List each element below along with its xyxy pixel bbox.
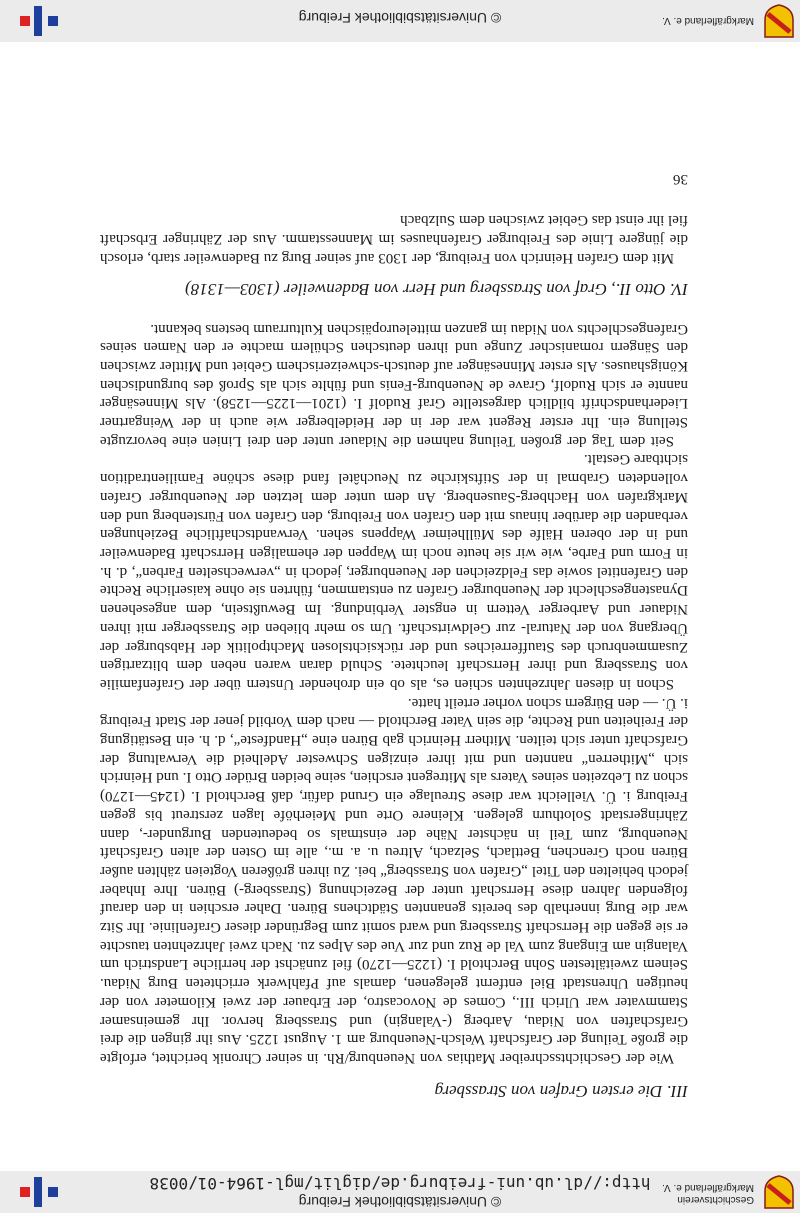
- permalink-url[interactable]: http://dl.ub.uni-freiburg.de/diglit/mgl-1964-01/0038: [149, 1174, 651, 1193]
- section-heading-2: IV. Otto II., Graf von Strassberg und Herr von Badenweiler (1303—1318): [185, 279, 688, 299]
- paragraph-2: Schon in diesen Jahrzehnten schien es, als ob ein drohender Unstern über der Grafenfamilie von Strassberg und ihrer Herrschaft leuchtete. Schuld daran waren neben dem blitzartigen Zusammenbruch des Staufferreiches und der rücksichtslosen Machtpolitik der Habsburger der Übergang von der Natural- zur Geldwirtschaft. Um so mehr blieben die Strassberger mit ihren Nidauer und Aarberger Vettern in engster Verbindung. Im Bewußtsein, dem angesehenen Dynastengeschlecht der Neuenburger Grafen zu entstammen, führten sie ohne kaiserliche Rechte den Grafentitel sowie das Feldzeichen der Neuenburger, jedoch in „verwechselten Farben“, d. h. in Form und Farbe, wie wir sie heute noch im Wappen der ehemaligen Herrschaft Badenweiler und in der oberen Hälfe des Müllheimer Wappens sehen. Verwandtschaftliche Beziehungen verbanden die darüber hinaus mit den Grafen von Freiburg, den Grafen von Fürstenberg und den Markgrafen von Hachberg-Sausenberg. An dem unter dem letzten der Neuenburger Grafen vollendeten Grabmal in der Stiftskirche zu Neuchâtel fand diese schöne Familientradition sichtbare Gestalt.: [100, 451, 688, 692]
- society-name-line1: Geschichtsverein: [677, 1194, 754, 1205]
- paragraph-1: Wie der Geschichtsschreiber Mathias von Neuenburg/Rh. in seiner Chronik berichtet, erfolgte die große Teilung der Grafschaft Welsch-Neuenburg am 1. August 1225. Aus ihr gingen die drei Grafschaften von Nidau, Aarberg (-Valangin) und Strassberg hervor. Ihr gemeinsamer Stammvater war Ulrich III., Comes de Novocastro, der Erbauer der zwei Kilometer von der heutigen Uhrenstadt Biel entfernt gelegenen, damals auf Pfahlwerk errichteten Burg Nidau. Seinem zweitältesten Sohn Berchtold I. (1225—1270) fiel zunächst der herrliche Landstrich um Valangin am Eingang zum Val de Ruz und zur Vue des Alpes zu. Nach zwei Jahrzehnten tauschte er sie gegen die Herrschaft Strassberg und ward somit zum Begründer dieser Grafenlinie. Ihr Sitz war die Burg innerhalb des bereits genannten Städtchens Büren. Daher erschien in den darauf folgenden Jahren diese Herrschaft unter der Bezeichnung (Strassberg-) Büren. Ihre Inhaber jedoch behielten den Titel „Grafen von Strassberg“ bei. Zu ihren größeren Vogteien zählten außer Büren noch Grenchen, Bettlach, Selzach, Altreu u. a. m., alle im Osten der alten Grafschaft Neuenburg, zum Teil in nächster Nähe der einstmals so bedeutenden Burgunder-, dann Zähringerstadt Solothurn gelegen. Kleinere Orte und Meierhöfe lagen zerstreut bis gegen Freiburg i. Ü. Vielleicht war diese Streulage ein Grund dafür, daß Berchtold I. (1245—1270) schon zu Lebzeiten seines Vaters als Mitregent erschien, seine beiden Brüder Otto I. und Heinrich sich „Mitherren“ nannten und mit ihrer einzigen Schwester Adelheid die Verwaltung der Grafschaft unter sich teilten. Mitherr Heinrich gab Büren eine „Handfeste“, d. h. ein Bestätigung der Freiheiten und Rechte, die sein Vater Berchtold — nach dem Vorbild jener der Stadt Freiburg i. Ü. — den Bürgern schon vorher erteilt hatte.: [100, 694, 688, 1066]
- paragraph-3: Seit dem Tag der großen Teilung nahmen die Nidauer unter den drei Linien eine bevorzugte Stellung ein. Ihr erster Regent war der in der Heidelberger wie auch in der Weingartner Liederhandschrift bildlich dargestellte Graf Rudolf I. (1201—1225—1258). Als Minnesänger nannte er sich Rudolf, Grave de Neuenburg-Fenis und fühlte sich als Sproß des burgundischen Königshauses. Als erster Minnesänger auf deutsch-schweizerischem Gebiet und Mittler zwischen den Sängern romanischer Zunge und ihren deutschen Schülern machte er den Namen seines Grafengeschlechts von Nidau im ganzen mitteleuropäischen Kulturraum bestens bekannt.: [100, 320, 688, 449]
- library-mark-icon: [18, 1177, 58, 1207]
- copyright-notice-bottom: © Universitätsbibliothek Freiburg: [298, 10, 502, 26]
- society-name-bottom: Markgräflerland e. V.: [662, 15, 754, 26]
- paragraph-4: Mit dem Grafen Heinrich von Freiburg, der 1303 auf seiner Burg zu Badenweiler starb, erlosch die jüngere Linie des Freiburger Grafenhauses im Mannesstamm. Aus der Zähringer Erbschaft fiel ihr einst das Gebiet zwischen dem Sulzbach: [100, 212, 688, 266]
- top-info-bar: [0, 1171, 800, 1213]
- copyright-notice: © Universitätsbibliothek Freiburg: [298, 1194, 502, 1210]
- document-body: [100, 170, 688, 1109]
- society-name-line2: Markgräflerland e. V.: [662, 1182, 754, 1193]
- bottom-info-bar: [0, 0, 800, 42]
- page-number: 36: [673, 170, 688, 187]
- section-heading-1: III. Die ersten Grafen von Strassberg: [434, 1082, 688, 1101]
- library-mark-icon: [18, 6, 58, 36]
